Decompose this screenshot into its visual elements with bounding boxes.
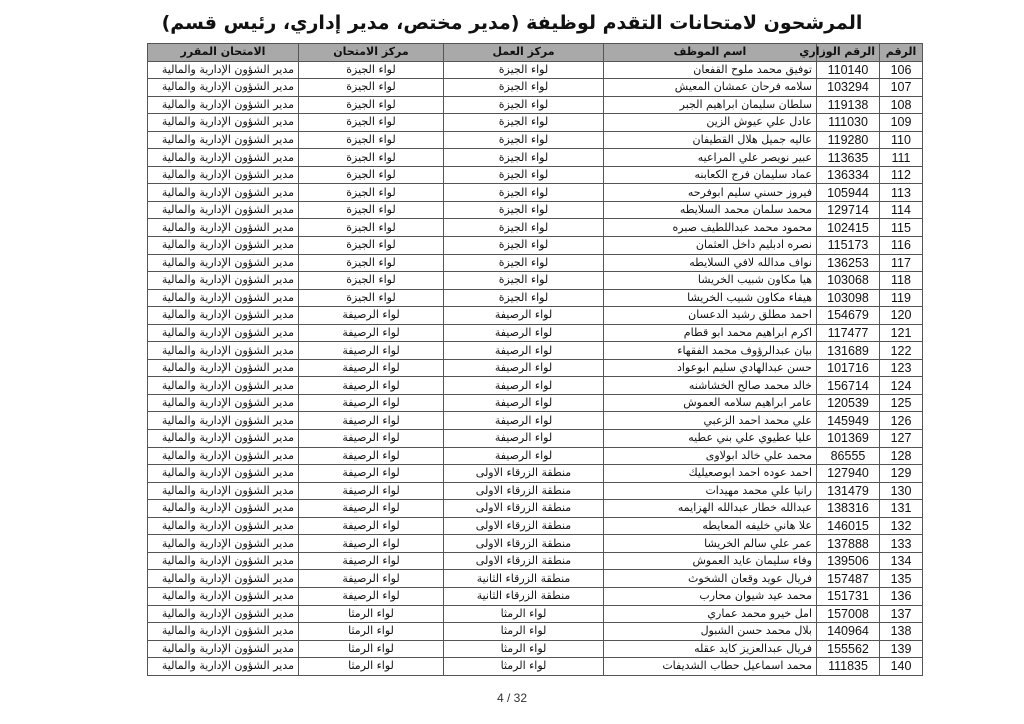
page-number: 4 / 32 (496, 691, 528, 705)
table-row (148, 500, 923, 518)
cell-ministry-id: 131689 (817, 342, 880, 360)
cell-number: 115 (880, 219, 923, 237)
cell-exam-center: لواء الرصيفة (299, 500, 444, 518)
cell-ministry-id: 136253 (817, 254, 880, 272)
cell-employee-name: عمر علي سالم الخريشا (604, 535, 817, 553)
cell-exam-center: لواء الرصيفة (299, 377, 444, 395)
cell-exam-center: لواء الرصيفة (299, 359, 444, 377)
cell-employee-name: عليا عطيوي علي بني عطيه (604, 430, 817, 448)
cell-exam-center: لواء الجيزة (299, 254, 444, 272)
cell-employee-name: امل خيرو محمد عماري (604, 605, 817, 623)
cell-employee-name: احمد عوده احمد ابوصعيليك (604, 465, 817, 483)
cell-employee-name: بلال محمد حسن الشبول (604, 623, 817, 641)
cell-ministry-id: 138316 (817, 500, 880, 518)
cell-number: 132 (880, 517, 923, 535)
header-ministry-id: الرقم الوزاري (817, 44, 880, 62)
cell-employee-name: احمد مطلق رشيد الدعسان (604, 307, 817, 325)
cell-work-center: لواء الجيزة (444, 166, 604, 184)
cell-employee-name: محمد اسماعيل حطاب الشديفات (604, 658, 817, 676)
cell-scheduled-exam: مدير الشؤون الإدارية والمالية (148, 640, 299, 658)
cell-scheduled-exam: مدير الشؤون الإدارية والمالية (148, 254, 299, 272)
cell-scheduled-exam: مدير الشؤون الإدارية والمالية (148, 552, 299, 570)
table-row (148, 79, 923, 97)
table-row (148, 254, 923, 272)
cell-scheduled-exam: مدير الشؤون الإدارية والمالية (148, 184, 299, 202)
table-row (148, 605, 923, 623)
cell-work-center: منطقة الزرقاء الاولى (444, 552, 604, 570)
cell-scheduled-exam: مدير الشؤون الإدارية والمالية (148, 623, 299, 641)
cell-ministry-id: 103294 (817, 79, 880, 97)
cell-employee-name: محمود محمد عبداللطيف صبره (604, 219, 817, 237)
cell-work-center: لواء الجيزة (444, 201, 604, 219)
cell-exam-center: لواء الرصيفة (299, 587, 444, 605)
cell-scheduled-exam: مدير الشؤون الإدارية والمالية (148, 79, 299, 97)
cell-exam-center: لواء الجيزة (299, 79, 444, 97)
cell-work-center: لواء الجيزة (444, 79, 604, 97)
table-row (148, 570, 923, 588)
cell-work-center: منطقة الزرقاء الاولى (444, 517, 604, 535)
cell-work-center: لواء الرصيفة (444, 377, 604, 395)
cell-employee-name: وفاء سليمان عايد العموش (604, 552, 817, 570)
cell-employee-name: عماد سليمان فرج الكعابنه (604, 166, 817, 184)
cell-scheduled-exam: مدير الشؤون الإدارية والمالية (148, 587, 299, 605)
cell-employee-name: هيا مكاون شبيب الخريشا (604, 272, 817, 290)
cell-work-center: لواء الجيزة (444, 219, 604, 237)
cell-scheduled-exam: مدير الشؤون الإدارية والمالية (148, 430, 299, 448)
cell-number: 109 (880, 114, 923, 132)
cell-scheduled-exam: مدير الشؤون الإدارية والمالية (148, 61, 299, 79)
cell-scheduled-exam: مدير الشؤون الإدارية والمالية (148, 131, 299, 149)
cell-exam-center: لواء الجيزة (299, 201, 444, 219)
cell-employee-name: سلامه فرحان عمشان المعيش (604, 79, 817, 97)
cell-employee-name: بيان عبدالرؤوف محمد الفقهاء (604, 342, 817, 360)
cell-scheduled-exam: مدير الشؤون الإدارية والمالية (148, 219, 299, 237)
table-row (148, 201, 923, 219)
cell-exam-center: لواء الرمثا (299, 658, 444, 676)
cell-work-center: منطقة الزرقاء الثانية (444, 587, 604, 605)
table-row (148, 166, 923, 184)
cell-ministry-id: 86555 (817, 447, 880, 465)
cell-exam-center: لواء الرصيفة (299, 342, 444, 360)
table-row (148, 149, 923, 167)
cell-scheduled-exam: مدير الشؤون الإدارية والمالية (148, 96, 299, 114)
cell-number: 123 (880, 359, 923, 377)
cell-ministry-id: 157008 (817, 605, 880, 623)
cell-ministry-id: 115173 (817, 237, 880, 255)
cell-ministry-id: 111030 (817, 114, 880, 132)
cell-work-center: لواء الجيزة (444, 272, 604, 290)
table-row (148, 307, 923, 325)
cell-ministry-id: 120539 (817, 394, 880, 412)
cell-employee-name: عامر ابراهيم سلامه العموش (604, 394, 817, 412)
table-row (148, 412, 923, 430)
cell-employee-name: عبير نويصر علي المراعيه (604, 149, 817, 167)
table-row (148, 430, 923, 448)
header-work-center: مركز العمل (444, 44, 604, 62)
cell-ministry-id: 113635 (817, 149, 880, 167)
cell-scheduled-exam: مدير الشؤون الإدارية والمالية (148, 377, 299, 395)
cell-scheduled-exam: مدير الشؤون الإدارية والمالية (148, 307, 299, 325)
table-row (148, 237, 923, 255)
table-row (148, 658, 923, 676)
cell-number: 111 (880, 149, 923, 167)
cell-ministry-id: 111835 (817, 658, 880, 676)
table-row (148, 640, 923, 658)
cell-exam-center: لواء الجيزة (299, 237, 444, 255)
cell-employee-name: علي محمد احمد الزعبي (604, 412, 817, 430)
cell-exam-center: لواء الرصيفة (299, 517, 444, 535)
cell-number: 113 (880, 184, 923, 202)
cell-scheduled-exam: مدير الشؤون الإدارية والمالية (148, 114, 299, 132)
cell-ministry-id: 137888 (817, 535, 880, 553)
cell-scheduled-exam: مدير الشؤون الإدارية والمالية (148, 359, 299, 377)
cell-exam-center: لواء الرصيفة (299, 482, 444, 500)
cell-scheduled-exam: مدير الشؤون الإدارية والمالية (148, 482, 299, 500)
cell-work-center: لواء الجيزة (444, 184, 604, 202)
cell-number: 118 (880, 272, 923, 290)
cell-number: 136 (880, 587, 923, 605)
cell-employee-name: حسن عبدالهادي سليم ابوعواد (604, 359, 817, 377)
cell-work-center: لواء الرصيفة (444, 359, 604, 377)
cell-work-center: لواء الجيزة (444, 96, 604, 114)
cell-scheduled-exam: مدير الشؤون الإدارية والمالية (148, 658, 299, 676)
cell-employee-name: رانيا علي محمد مهيدات (604, 482, 817, 500)
cell-ministry-id: 102415 (817, 219, 880, 237)
cell-number: 107 (880, 79, 923, 97)
cell-number: 112 (880, 166, 923, 184)
cell-exam-center: لواء الرصيفة (299, 535, 444, 553)
cell-work-center: لواء الرصيفة (444, 394, 604, 412)
cell-number: 134 (880, 552, 923, 570)
cell-number: 129 (880, 465, 923, 483)
cell-number: 126 (880, 412, 923, 430)
cell-exam-center: لواء الجيزة (299, 131, 444, 149)
cell-scheduled-exam: مدير الشؤون الإدارية والمالية (148, 272, 299, 290)
cell-employee-name: سلطان سليمان ابراهيم الجبر (604, 96, 817, 114)
cell-scheduled-exam: مدير الشؤون الإدارية والمالية (148, 517, 299, 535)
header-scheduled-exam: الامتحان المقرر (148, 44, 299, 62)
cell-number: 119 (880, 289, 923, 307)
cell-employee-name: هيفاء مكاون شبيب الخريشا (604, 289, 817, 307)
cell-work-center: لواء الرصيفة (444, 412, 604, 430)
table-row (148, 394, 923, 412)
cell-scheduled-exam: مدير الشؤون الإدارية والمالية (148, 412, 299, 430)
cell-work-center: لواء الرمثا (444, 658, 604, 676)
table-row (148, 359, 923, 377)
cell-exam-center: لواء الرصيفة (299, 465, 444, 483)
cell-number: 128 (880, 447, 923, 465)
cell-ministry-id: 136334 (817, 166, 880, 184)
cell-employee-name: توفيق محمد ملوح القفعان (604, 61, 817, 79)
cell-ministry-id: 151731 (817, 587, 880, 605)
cell-exam-center: لواء الجيزة (299, 272, 444, 290)
table-row (148, 96, 923, 114)
cell-exam-center: لواء الرصيفة (299, 552, 444, 570)
cell-scheduled-exam: مدير الشؤون الإدارية والمالية (148, 465, 299, 483)
cell-number: 138 (880, 623, 923, 641)
cell-number: 131 (880, 500, 923, 518)
cell-exam-center: لواء الرصيفة (299, 412, 444, 430)
table-row (148, 447, 923, 465)
cell-exam-center: لواء الرصيفة (299, 324, 444, 342)
table-row (148, 377, 923, 395)
cell-number: 133 (880, 535, 923, 553)
cell-ministry-id: 127940 (817, 465, 880, 483)
cell-exam-center: لواء الرصيفة (299, 307, 444, 325)
table-row (148, 289, 923, 307)
page-title: المرشحون لامتحانات التقدم لوظيفة (مدير مختص، مدير إداري، رئيس قسم) (161, 12, 863, 34)
cell-exam-center: لواء الرصيفة (299, 447, 444, 465)
cell-ministry-id: 101369 (817, 430, 880, 448)
cell-number: 124 (880, 377, 923, 395)
cell-ministry-id: 129714 (817, 201, 880, 219)
cell-employee-name: خالد محمد صالح الخشاشنه (604, 377, 817, 395)
cell-scheduled-exam: مدير الشؤون الإدارية والمالية (148, 500, 299, 518)
cell-number: 125 (880, 394, 923, 412)
cell-exam-center: لواء الجيزة (299, 61, 444, 79)
cell-employee-name: فريال عبدالعزيز كايد عقله (604, 640, 817, 658)
cell-work-center: لواء الجيزة (444, 131, 604, 149)
cell-ministry-id: 117477 (817, 324, 880, 342)
cell-scheduled-exam: مدير الشؤون الإدارية والمالية (148, 570, 299, 588)
candidates-table (147, 43, 923, 676)
cell-exam-center: لواء الرمثا (299, 640, 444, 658)
cell-number: 140 (880, 658, 923, 676)
cell-scheduled-exam: مدير الشؤون الإدارية والمالية (148, 605, 299, 623)
cell-scheduled-exam: مدير الشؤون الإدارية والمالية (148, 149, 299, 167)
cell-number: 110 (880, 131, 923, 149)
cell-employee-name: علا هاني خليفه المعايطه (604, 517, 817, 535)
cell-ministry-id: 101716 (817, 359, 880, 377)
cell-scheduled-exam: مدير الشؤون الإدارية والمالية (148, 394, 299, 412)
cell-ministry-id: 156714 (817, 377, 880, 395)
cell-number: 121 (880, 324, 923, 342)
cell-ministry-id: 146015 (817, 517, 880, 535)
cell-ministry-id: 139506 (817, 552, 880, 570)
cell-work-center: لواء الرمثا (444, 605, 604, 623)
cell-work-center: منطقة الزرقاء الاولى (444, 535, 604, 553)
cell-exam-center: لواء الجيزة (299, 114, 444, 132)
cell-work-center: لواء الرصيفة (444, 307, 604, 325)
cell-work-center: لواء الرصيفة (444, 342, 604, 360)
cell-ministry-id: 119138 (817, 96, 880, 114)
cell-scheduled-exam: مدير الشؤون الإدارية والمالية (148, 166, 299, 184)
cell-work-center: لواء الجيزة (444, 114, 604, 132)
cell-number: 116 (880, 237, 923, 255)
cell-number: 127 (880, 430, 923, 448)
table-row (148, 465, 923, 483)
header-exam-center: مركز الامتحان (299, 44, 444, 62)
cell-employee-name: محمد سلمان محمد السلايطه (604, 201, 817, 219)
candidates-table-container (147, 43, 922, 676)
table-row (148, 272, 923, 290)
cell-exam-center: لواء الجيزة (299, 184, 444, 202)
cell-work-center: لواء الرصيفة (444, 430, 604, 448)
table-header-row (148, 44, 923, 62)
table-row (148, 535, 923, 553)
cell-work-center: لواء الجيزة (444, 149, 604, 167)
cell-work-center: منطقة الزرقاء الاولى (444, 482, 604, 500)
cell-ministry-id: 119280 (817, 131, 880, 149)
cell-scheduled-exam: مدير الشؤون الإدارية والمالية (148, 535, 299, 553)
cell-ministry-id: 145949 (817, 412, 880, 430)
cell-employee-name: عاليه جميل هلال القطيفان (604, 131, 817, 149)
cell-number: 114 (880, 201, 923, 219)
cell-exam-center: لواء الرمثا (299, 623, 444, 641)
cell-employee-name: محمد عيد شيوان محارب (604, 587, 817, 605)
cell-scheduled-exam: مدير الشؤون الإدارية والمالية (148, 447, 299, 465)
cell-number: 106 (880, 61, 923, 79)
cell-work-center: لواء الجيزة (444, 61, 604, 79)
cell-exam-center: لواء الجيزة (299, 166, 444, 184)
cell-ministry-id: 131479 (817, 482, 880, 500)
cell-employee-name: فريال عويد وقعان الشخوث (604, 570, 817, 588)
cell-scheduled-exam: مدير الشؤون الإدارية والمالية (148, 201, 299, 219)
cell-number: 137 (880, 605, 923, 623)
cell-number: 108 (880, 96, 923, 114)
cell-work-center: منطقة الزرقاء الثانية (444, 570, 604, 588)
cell-work-center: لواء الرصيفة (444, 447, 604, 465)
table-row (148, 131, 923, 149)
cell-exam-center: لواء الجيزة (299, 96, 444, 114)
cell-work-center: لواء الجيزة (444, 237, 604, 255)
table-row (148, 114, 923, 132)
cell-work-center: لواء الرمثا (444, 623, 604, 641)
cell-scheduled-exam: مدير الشؤون الإدارية والمالية (148, 342, 299, 360)
cell-employee-name: اكرم ابراهيم محمد ابو قطام (604, 324, 817, 342)
table-row (148, 184, 923, 202)
table-row (148, 482, 923, 500)
table-row (148, 552, 923, 570)
table-row (148, 623, 923, 641)
cell-ministry-id: 105944 (817, 184, 880, 202)
cell-exam-center: لواء الجيزة (299, 149, 444, 167)
cell-exam-center: لواء الرمثا (299, 605, 444, 623)
table-row (148, 587, 923, 605)
cell-employee-name: فيروز حسني سليم ابوفرحه (604, 184, 817, 202)
table-row (148, 342, 923, 360)
header-employee-name: اسم الموظف (604, 44, 817, 62)
cell-number: 122 (880, 342, 923, 360)
cell-number: 139 (880, 640, 923, 658)
cell-work-center: لواء الرصيفة (444, 324, 604, 342)
header-number: الرقم (880, 44, 923, 62)
table-row (148, 219, 923, 237)
cell-ministry-id: 157487 (817, 570, 880, 588)
cell-ministry-id: 140964 (817, 623, 880, 641)
cell-exam-center: لواء الجيزة (299, 289, 444, 307)
cell-exam-center: لواء الرصيفة (299, 570, 444, 588)
cell-scheduled-exam: مدير الشؤون الإدارية والمالية (148, 289, 299, 307)
cell-employee-name: نواف مدالله لافي السلايطه (604, 254, 817, 272)
cell-ministry-id: 103098 (817, 289, 880, 307)
cell-exam-center: لواء الرصيفة (299, 430, 444, 448)
table-row (148, 324, 923, 342)
cell-employee-name: نصره ادبليم داخل العثمان (604, 237, 817, 255)
cell-number: 130 (880, 482, 923, 500)
cell-ministry-id: 103068 (817, 272, 880, 290)
cell-employee-name: محمد علي خالد ابولاوى (604, 447, 817, 465)
cell-exam-center: لواء الجيزة (299, 219, 444, 237)
cell-scheduled-exam: مدير الشؤون الإدارية والمالية (148, 237, 299, 255)
cell-employee-name: عادل علي عيوش الزين (604, 114, 817, 132)
cell-ministry-id: 155562 (817, 640, 880, 658)
table-row (148, 61, 923, 79)
cell-number: 135 (880, 570, 923, 588)
cell-work-center: لواء الجيزة (444, 289, 604, 307)
cell-work-center: لواء الجيزة (444, 254, 604, 272)
cell-employee-name: عبدالله خطار عبدالله الهزايمه (604, 500, 817, 518)
table-row (148, 517, 923, 535)
table-body (148, 61, 923, 675)
cell-number: 120 (880, 307, 923, 325)
cell-exam-center: لواء الرصيفة (299, 394, 444, 412)
cell-ministry-id: 154679 (817, 307, 880, 325)
cell-scheduled-exam: مدير الشؤون الإدارية والمالية (148, 324, 299, 342)
cell-work-center: لواء الرمثا (444, 640, 604, 658)
cell-work-center: منطقة الزرقاء الاولى (444, 500, 604, 518)
cell-work-center: منطقة الزرقاء الاولى (444, 465, 604, 483)
cell-number: 117 (880, 254, 923, 272)
cell-ministry-id: 110140 (817, 61, 880, 79)
